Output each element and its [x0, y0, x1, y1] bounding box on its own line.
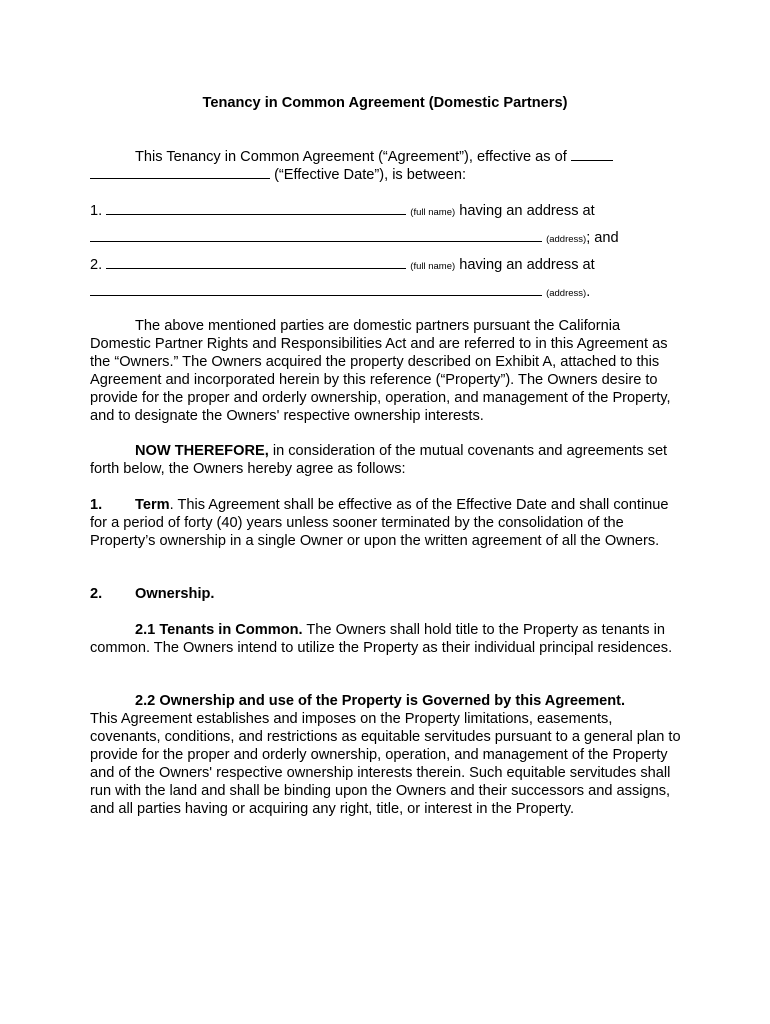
- party-2-number: 2.: [90, 257, 103, 273]
- section-2-heading: Ownership.: [135, 586, 215, 602]
- party-1-address-label: (address): [546, 234, 587, 245]
- now-therefore-text: in consideration of the mutual covenants and agreements set forth below, the Owners hereby agree as follows:: [90, 443, 668, 477]
- section-2-2-governed: [90, 692, 682, 818]
- recitals-text: The above mentioned parties are domestic partners pursuant the California Domestic Partner Rights and Responsibilities Act and are referred to in this Agreement as the “Owners.” The Owners acquired the property described on Exhibit A, attached to this Agreement and incorporated herein by this reference (“Property”). The Owners desire to provide for the proper and orderly ownership, operation, and management of the Property, and to designate the Owners' respective ownership interests.: [90, 318, 671, 424]
- effective-date-blank-1[interactable]: [571, 148, 613, 161]
- party-1-address-row: [90, 229, 690, 249]
- section-1-text: . This Agreement shall be effective as of the Effective Date and shall continue for a period of forty (40) years unless sooner terminated by the consolidation of the Property’s ownership in a single Owner or upon the written agreement of all the Owners.: [90, 497, 669, 549]
- party-2-having-text: having an address at: [459, 257, 595, 273]
- party-1-number: 1.: [90, 203, 103, 219]
- party-2-address-label: (address): [546, 288, 587, 299]
- party-1-address-blank[interactable]: [90, 229, 542, 242]
- party-1-full-name-blank[interactable]: [106, 202, 406, 215]
- section-2-2-heading: 2.2 Ownership and use of the Property is Governed by this Agreement.: [135, 693, 626, 709]
- intro-text-2: (“Effective Date”), is between:: [274, 167, 467, 183]
- intro-text-1: This Tenancy in Common Agreement (“Agreement”), effective as of: [135, 149, 567, 165]
- party-1-having-text: having an address at: [459, 203, 595, 219]
- party-2-suffix: .: [586, 284, 591, 300]
- party-1-suffix: ; and: [586, 230, 619, 246]
- section-2-number: 2.: [90, 586, 103, 602]
- party-1-full-name-label: (full name): [410, 207, 456, 218]
- section-1-number: 1.: [90, 497, 103, 513]
- section-1-heading: Term: [135, 497, 170, 513]
- recitals-paragraph: [90, 317, 682, 425]
- party-2-name-row: [90, 256, 690, 276]
- section-1-term: [90, 496, 688, 550]
- party-2-address-blank[interactable]: [90, 283, 542, 296]
- section-2-ownership: [90, 585, 690, 603]
- section-2-1-text: The Owners shall hold title to the Property as tenants in common. The Owners intend to utilize the Property as their individual principal residences.: [90, 622, 673, 656]
- party-2-full-name-blank[interactable]: [106, 256, 406, 269]
- effective-date-blank-2[interactable]: [90, 166, 270, 179]
- intro-paragraph: [90, 148, 690, 184]
- section-2-2-text: This Agreement establishes and imposes on the Property limitations, easements, covenants, conditions, and restrictions as equitable servitudes pursuant to a general plan to provide for the proper and orderly ownership, operation, and management of the Property and of the Owners' respective ownership interests therein. Such equitable servitudes shall run with the land and shall be binding upon the Owners and their successors and assigns, and all parties having or acquiring any right, title, or interest in the Property.: [90, 711, 681, 817]
- document-title: Tenancy in Common Agreement (Domestic Partners): [202, 95, 568, 111]
- party-2-address-row: [90, 283, 690, 303]
- now-therefore-bold: NOW THEREFORE,: [135, 443, 269, 459]
- party-2-full-name-label: (full name): [410, 261, 456, 272]
- party-1-name-row: [90, 202, 690, 222]
- section-2-1-heading: 2.1 Tenants in Common.: [135, 622, 303, 638]
- section-2-1-tenants: [90, 621, 680, 657]
- now-therefore-paragraph: [90, 442, 672, 478]
